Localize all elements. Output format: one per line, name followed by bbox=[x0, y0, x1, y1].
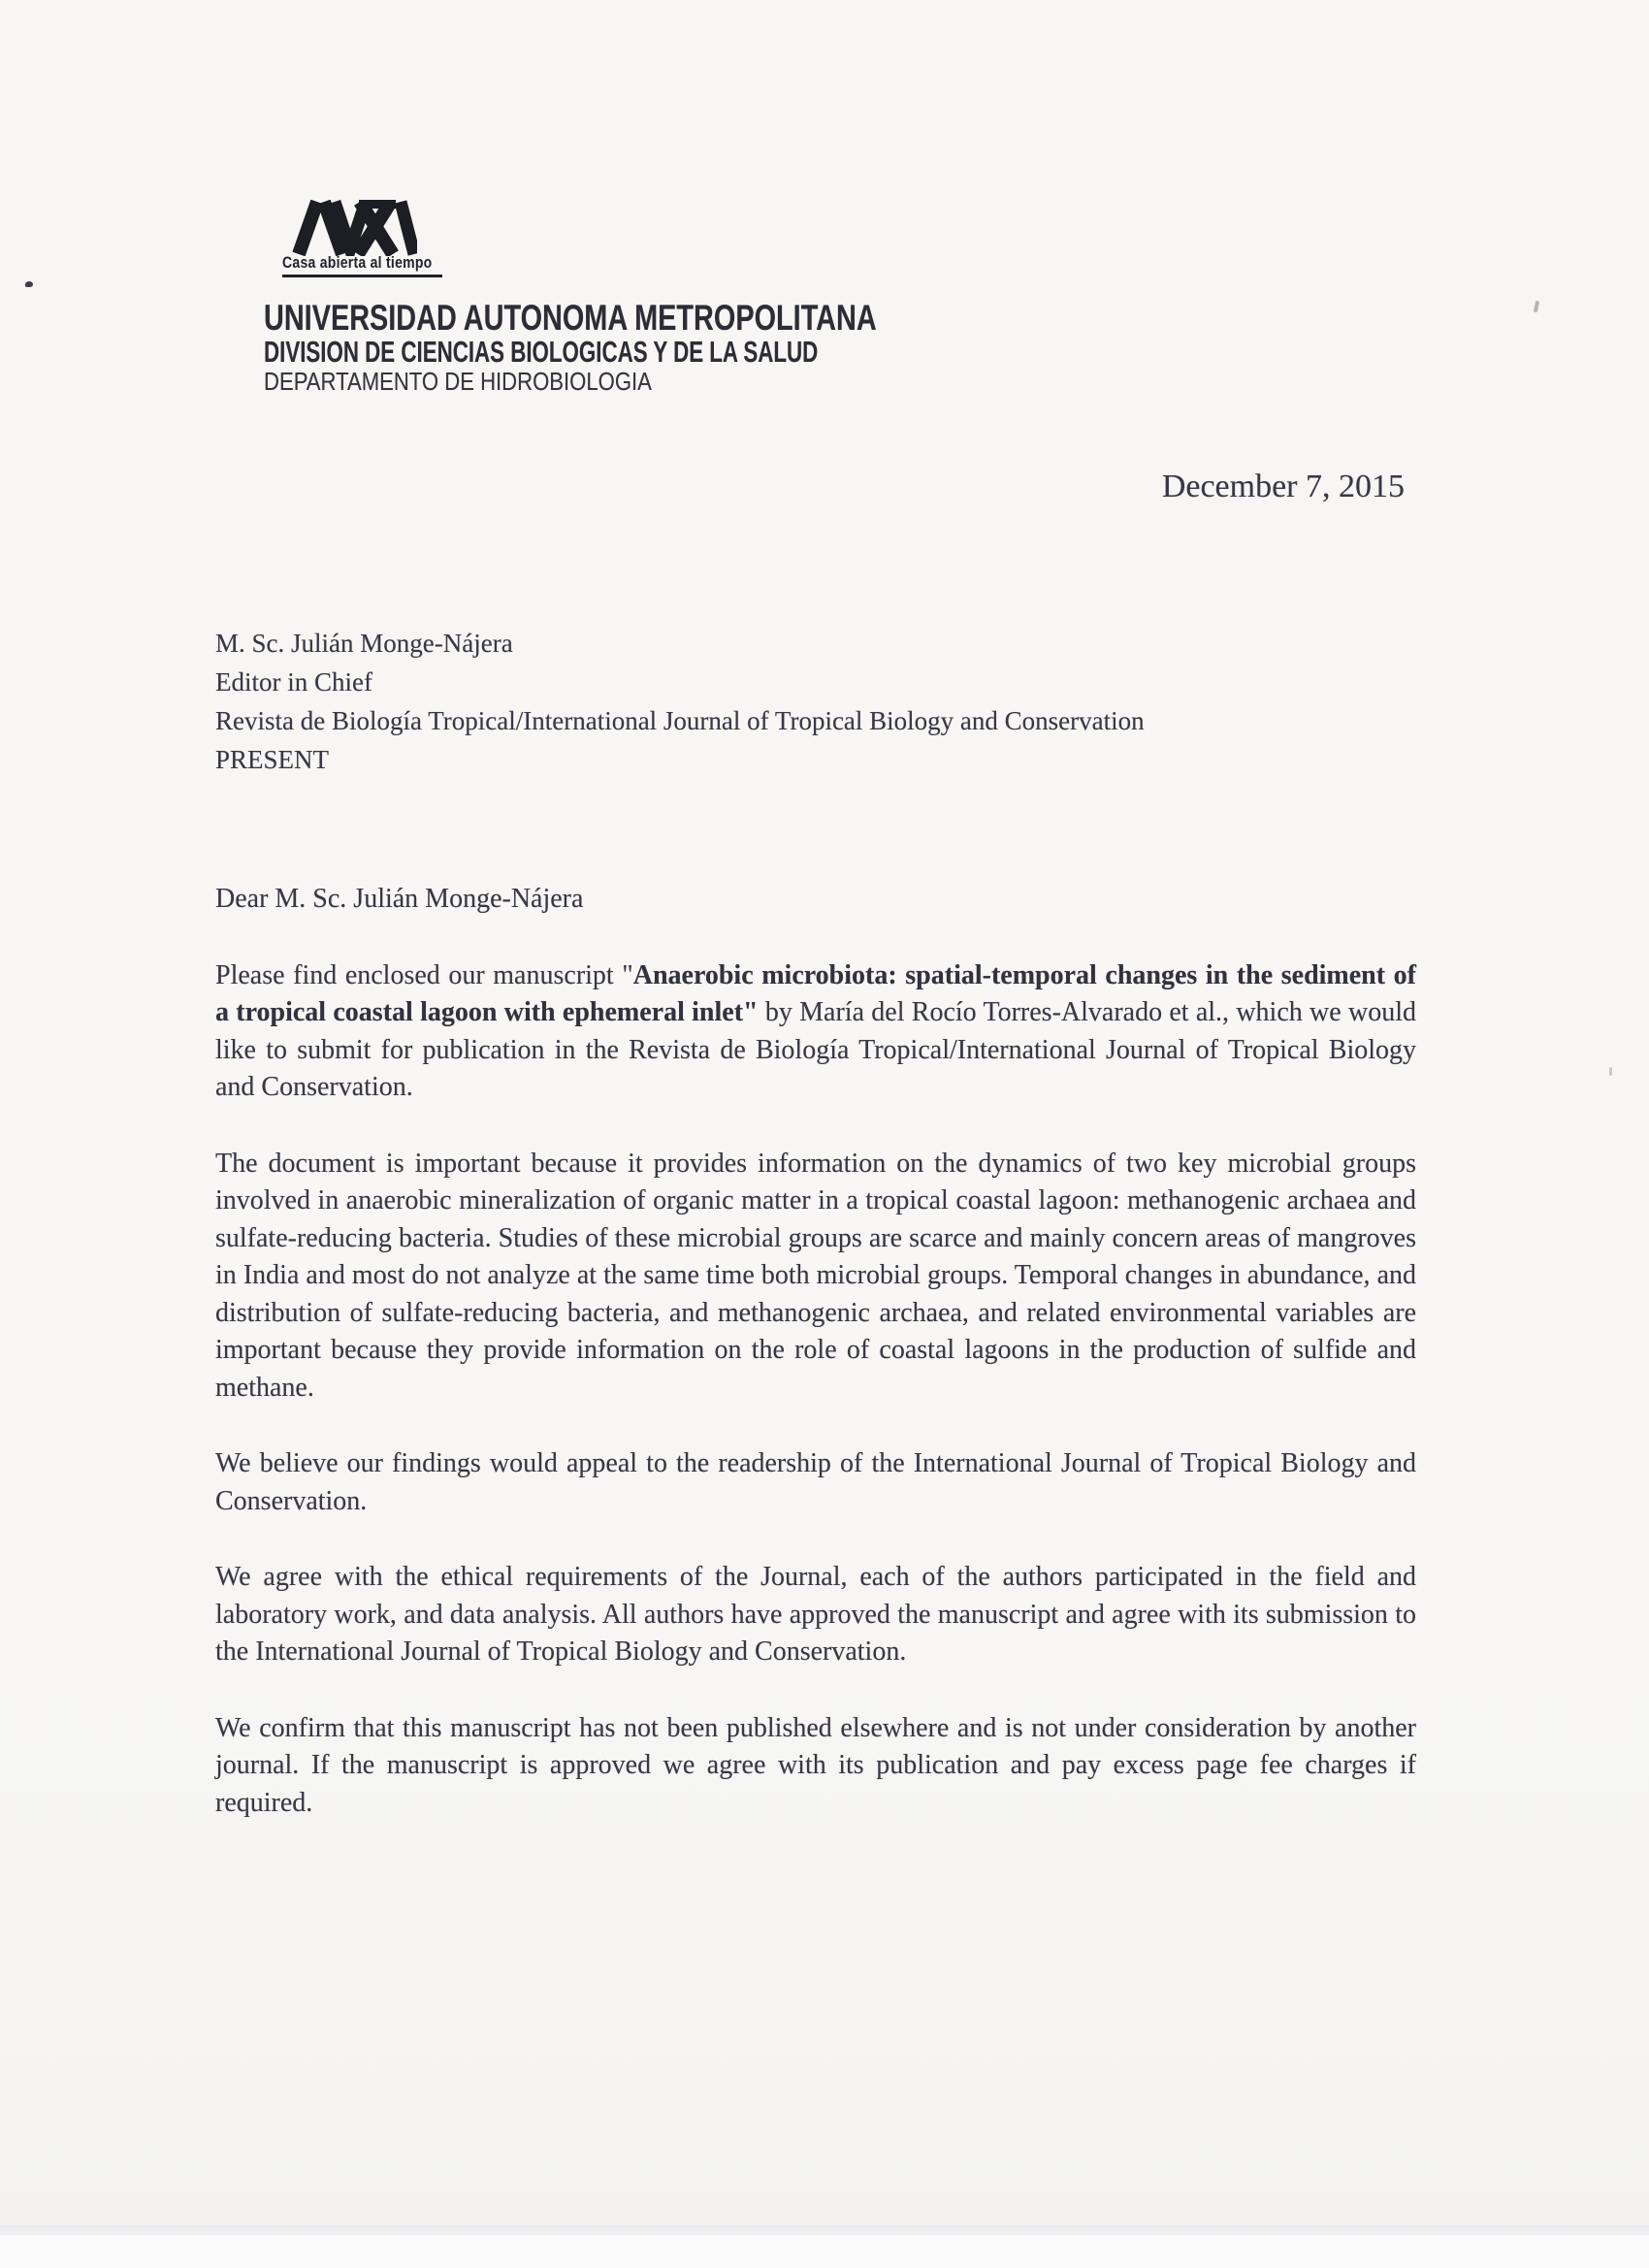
paragraph-importance: The document is important because it provides information on the dynamics of two key microbial groups involved in anaerobic mineralization of organic matter in a tropical coastal lagoon: methanogenic archaea and sulfate-reducing bacteria. Studies of these microbial groups are scarce and mainly concern areas of mangroves in India and most do not analyze at the same time both microbial groups. Temporal changes in abundance, and distribution of sulfate-reducing bacteria, and methanogenic archaea, and related environmental variables are important because they provide information on the role of coastal lagoons in the production of sulfide and methane. bbox=[215, 1148, 1416, 1403]
paragraph-manuscript-pre: Please find enclosed our manuscript " bbox=[215, 959, 633, 990]
letterhead-division: DIVISION DE CIENCIAS BIOLOGICAS Y DE LA SALUD bbox=[264, 335, 819, 369]
scan-mark bbox=[1534, 301, 1539, 313]
recipient-block bbox=[215, 624, 1416, 779]
scan-mark bbox=[1609, 1067, 1612, 1076]
salutation: Dear M. Sc. Julián Monge-Nájera bbox=[215, 884, 584, 914]
recipient-name: M. Sc. Julián Monge-Nájera bbox=[215, 629, 513, 658]
recipient-present: PRESENT bbox=[215, 745, 330, 774]
ink-speck bbox=[25, 281, 33, 287]
paragraph-manuscript-post: by María del Rocío Torres-Alvarado et al., which we would like to submit for publication in the Revista de Biología Tropical/International Journal of Tropical Biology and Conservation. bbox=[215, 997, 1416, 1102]
uam-logo-icon bbox=[291, 200, 417, 256]
logo-caption: Casa abierta al tiempo bbox=[282, 254, 433, 272]
letterhead-department: DEPARTAMENTO DE HIDROBIOLOGIA bbox=[264, 367, 652, 396]
paragraph-manuscript bbox=[215, 957, 1416, 1107]
scan-page-edge bbox=[0, 2225, 1649, 2235]
scanner-bed bbox=[0, 2235, 1649, 2268]
recipient-title: Editor in Chief bbox=[215, 667, 372, 697]
paragraph-confirmation: We confirm that this manuscript has not been published elsewhere and is not under consideration by another journal. If the manuscript is approved we agree with its publication and pay excess page fee charges if required. bbox=[215, 1712, 1416, 1818]
paragraph-ethics: We agree with the ethical requirements of the Journal, each of the authors participated in the field and laboratory work, and data analysis. All authors have approved the manuscript and agree with its submission to the International Journal of Tropical Biology and Conservation. bbox=[215, 1562, 1416, 1667]
manuscript-title-bold: Anaerobic microbiota: spatial-temporal changes in the sediment of a tropical coastal lagoon with ephemeral inlet" bbox=[215, 959, 1416, 1027]
scan-shading bbox=[0, 2105, 1649, 2225]
recipient-journal: Revista de Biología Tropical/International Journal of Tropical Biology and Conservation bbox=[215, 706, 1145, 735]
letterhead-university: UNIVERSIDAD AUTONOMA METROPOLITANA bbox=[264, 298, 877, 338]
paragraph-readership: We believe our findings would appeal to the readership of the International Journal of Tropical Biology and Conservation. bbox=[215, 1448, 1416, 1516]
logo-underline bbox=[282, 275, 442, 277]
letter-date: December 7, 2015 bbox=[1161, 469, 1405, 504]
letter-body bbox=[215, 881, 1416, 1822]
